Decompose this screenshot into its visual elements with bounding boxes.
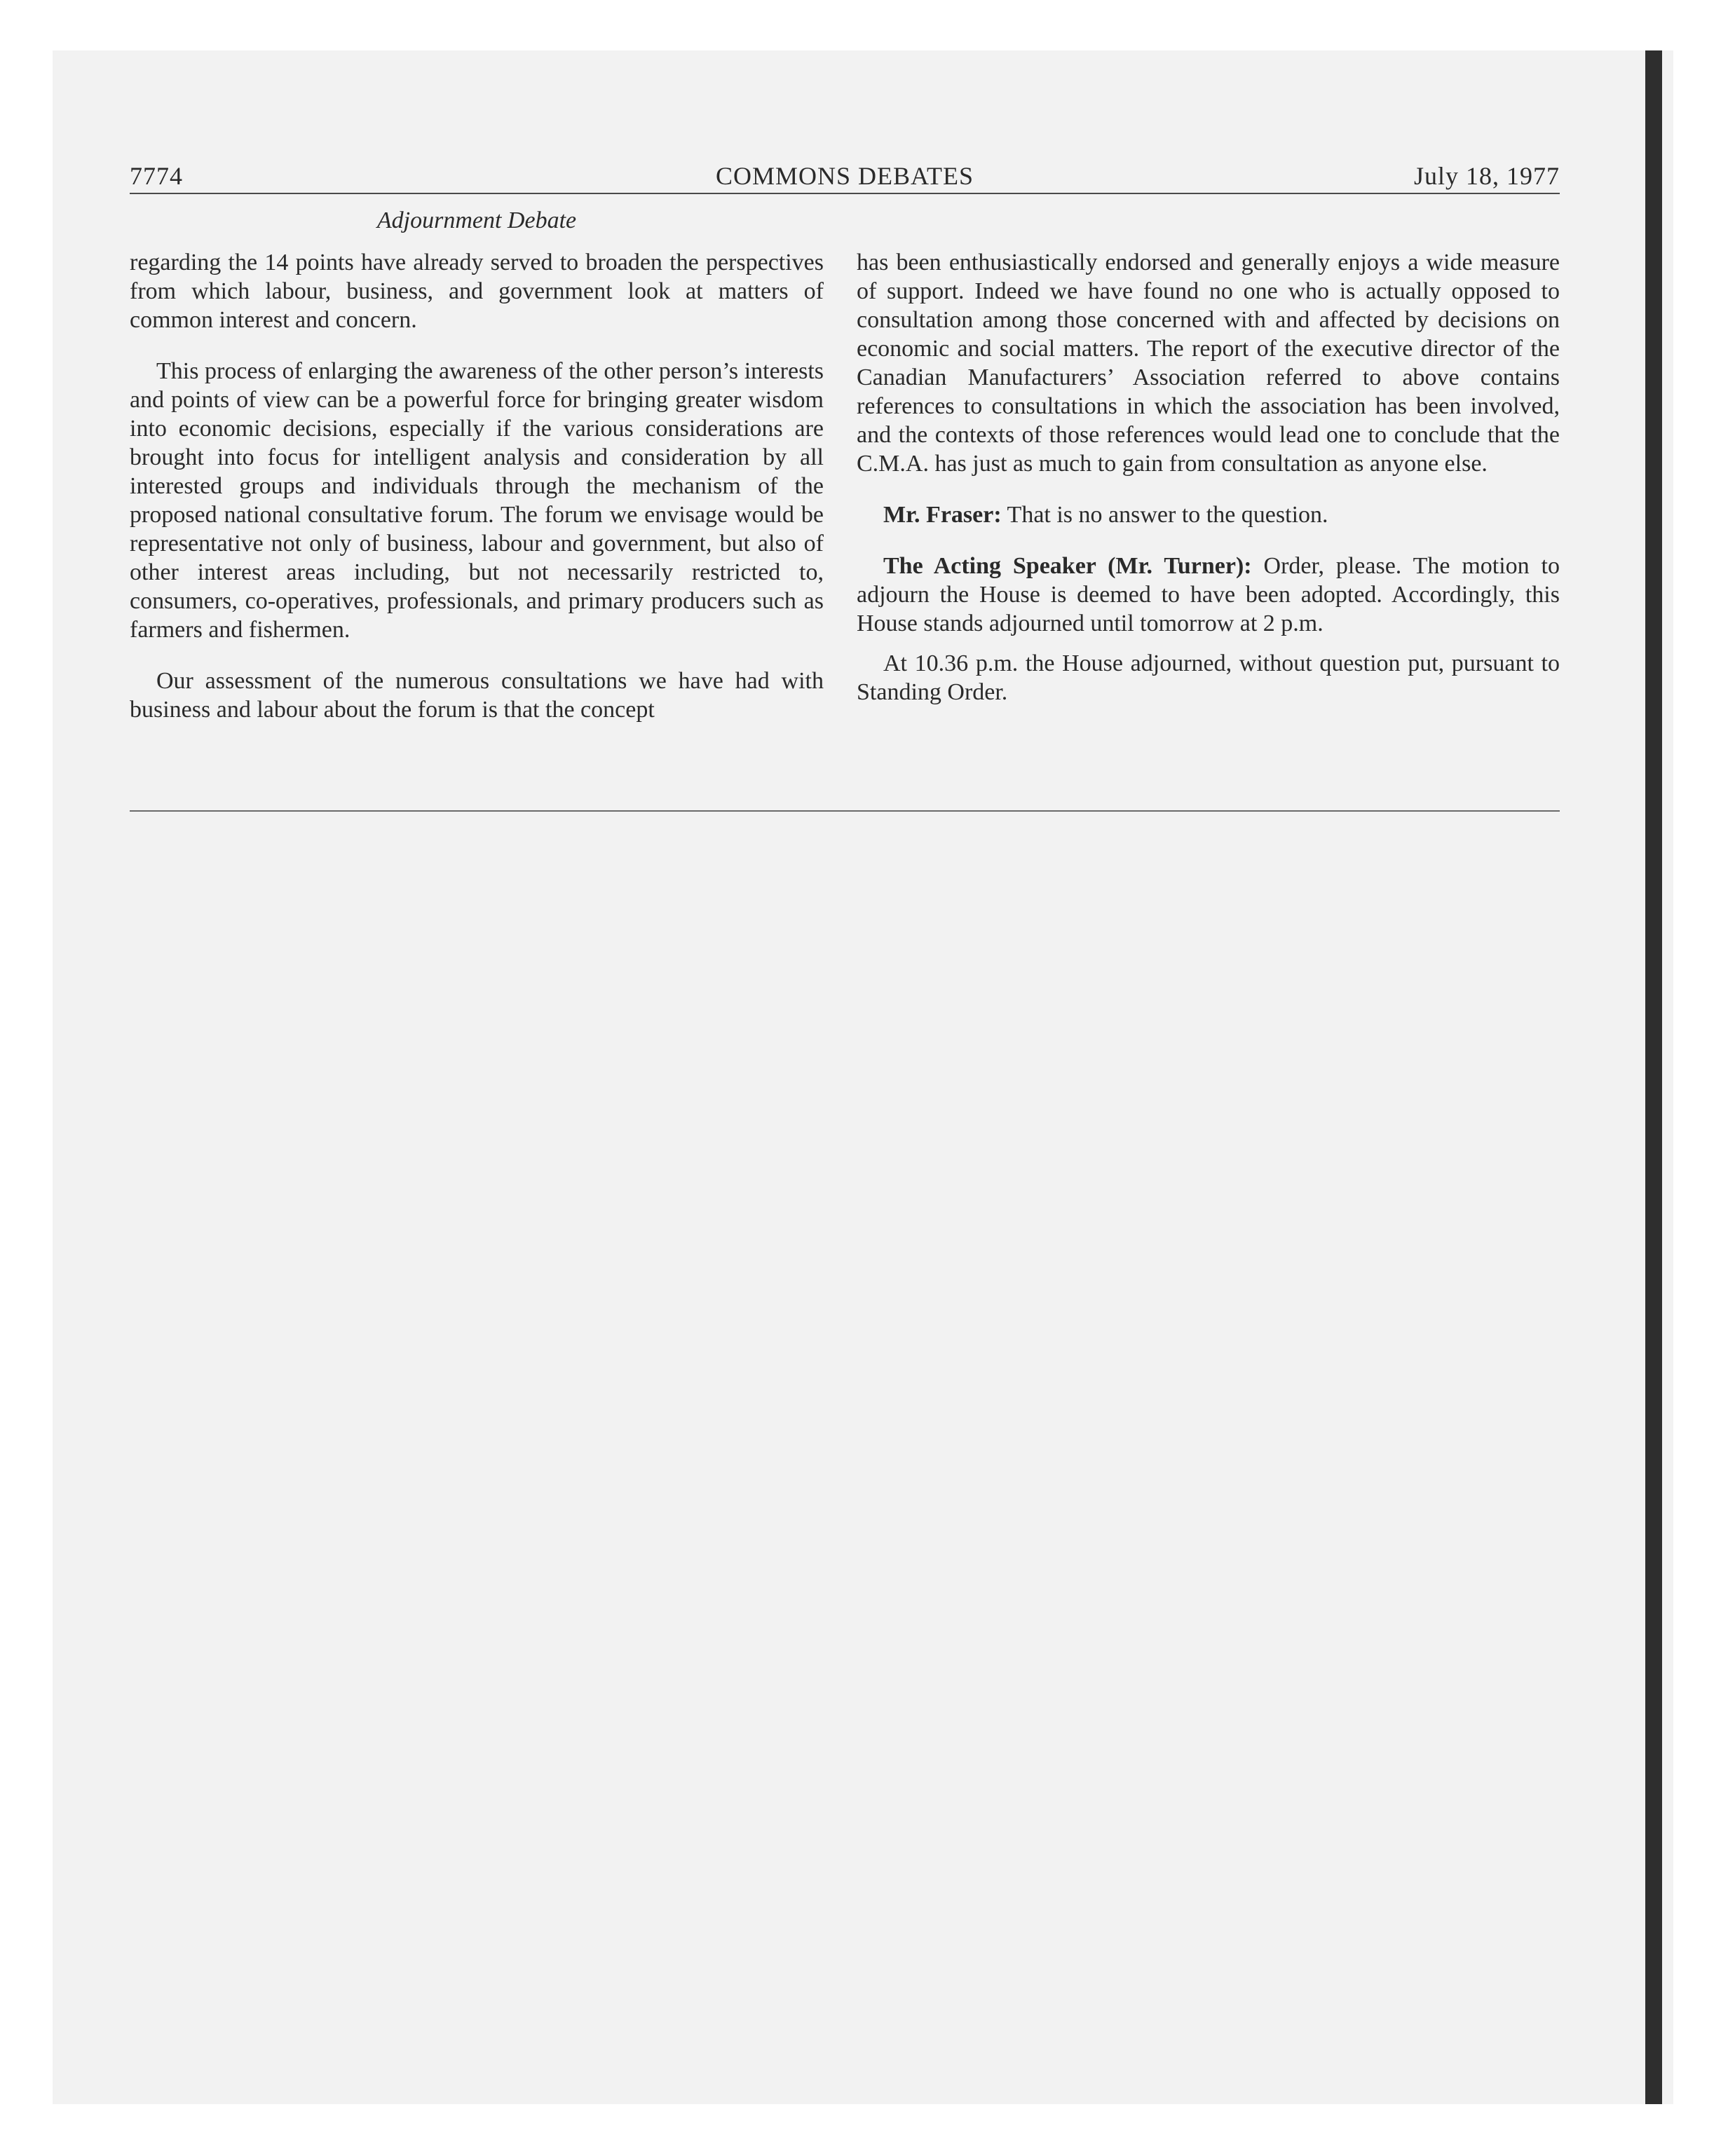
journal-title: COMMONS DEBATES [715, 162, 974, 190]
header-rule [130, 193, 1560, 194]
speech-text: Order, please. The motion to adjourn the House is deemed to have been adopted. Accordingly, this House stands adjourned until tomorrow at 2 p.m. [857, 553, 1560, 636]
left-column [130, 248, 824, 724]
right-column [857, 248, 1560, 707]
speech-text: That is no answer to the question. [1007, 502, 1328, 528]
paragraph: This process of enlarging the awareness of the other person’s interests and points of view can be a powerful force for bringing greater wisdom into economic decisions, especially if the various considerations are brought into focus for intelligent analysis and consideration by all interested groups and individuals through the mechanism of the proposed national consultative forum. The forum we envisage would be representative not only of business, labour and government, but also of other interest areas including, but not necessarily restricted to, consumers, co-operatives, professionals, and primary producers such as farmers and fishermen. [130, 358, 824, 643]
paragraph: regarding the 14 points have already served to broaden the perspectives from which labour, business, and government look at matters of common interest and concern. [130, 250, 824, 333]
paragraph: At 10.36 p.m. the House adjourned, without question put, pursuant to Standing Order. [857, 650, 1560, 705]
page-number: 7774 [130, 162, 183, 190]
speech-paragraph [857, 500, 1560, 529]
footer-rule [130, 810, 1560, 812]
scan-edge-bar [1645, 50, 1662, 2104]
paragraph: Our assessment of the numerous consultations we have had with business and labour about the forum is that the concept [130, 668, 824, 723]
issue-date: July 18, 1977 [1413, 162, 1560, 190]
running-head: Adjournment Debate [376, 207, 577, 233]
speaker-name: The Acting Speaker (Mr. Turner): [883, 553, 1252, 579]
speech-paragraph [857, 552, 1560, 638]
speaker-name: Mr. Fraser: [883, 502, 1002, 528]
page-header [130, 161, 1560, 195]
paragraph: has been enthusiastically endorsed and generally enjoys a wide measure of support. Indeed we have found no one who is actually opposed to consultation among those concerned with and affected by decisions on economic and social matters. The report of the executive director of the Canadian Manufacturers’ Association referred to above contains references to consultations in which the association has been involved, and the contexts of those references would lead one to conclude that the C.M.A. has just as much to gain from consultation as anyone else. [857, 250, 1560, 477]
